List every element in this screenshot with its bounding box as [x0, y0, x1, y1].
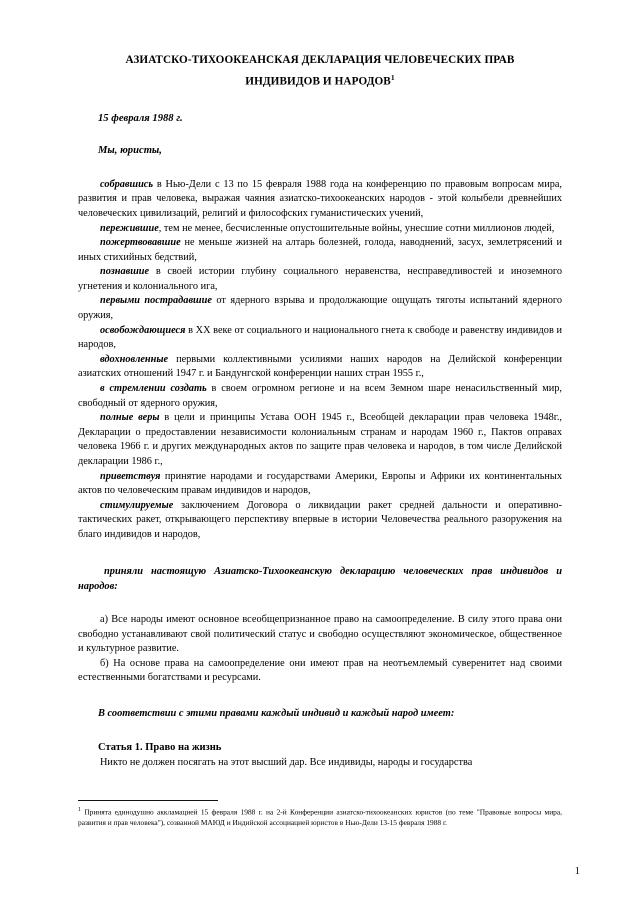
preamble-paragraph	[78, 222, 562, 237]
preamble-text: первыми коллективными усилиями наших народов на Делийской конференции азиатских отношений 1947 г. и Бандунгской конференции наших стран 1955 г.,	[78, 353, 562, 380]
preamble-text: в своем огромном регионе и на всем Земном шаре ненасильственный мир, свободный от ядерного оружия,	[78, 383, 562, 409]
footnote-separator	[78, 800, 218, 801]
preamble-text: , тем не менее, бесчисленные опустошительные войны, унесшие сотни миллионов людей,	[158, 222, 555, 234]
preamble-paragraph	[78, 353, 562, 382]
page-title	[78, 52, 562, 91]
preamble-text: в Нью-Дели с 13 по 15 февраля 1988 года на конференцию по правовым вопросам мира, развития и прав человека, выражая чаяния азиатско-тихоокеанских народов - этой колыбели древнейших человеческих цивилизаций, религий и философских гуманистических учений,	[78, 178, 562, 219]
preamble-lead: полные веры	[100, 412, 160, 424]
preamble-lead: освобождающиеся	[100, 324, 186, 336]
preamble-lead: первыми пострадавшие	[100, 295, 212, 307]
preamble-paragraph	[78, 499, 562, 543]
page-title-line-2: ИНДИВИДОВ И НАРОДОВ	[245, 75, 391, 88]
preamble-lead: стимулируемые	[100, 499, 174, 511]
preamble-lead: познавшие	[100, 266, 150, 278]
accordance-heading: В соответствии с этими правами каждый индивид и каждый народ имеет:	[98, 707, 455, 719]
footnote-1	[78, 805, 562, 828]
preamble-text: не меньше жизней на алтарь болезней, голода, наводнений, засух, землетрясений и иных стихийных бедствий,	[78, 237, 562, 263]
preamble-lead: пережившие	[100, 222, 159, 234]
preamble-paragraph	[78, 324, 562, 353]
preamble-lead: вдохновленные	[100, 353, 169, 365]
document-salutation: Мы, юристы,	[98, 144, 162, 156]
title-footnote-reference: 1	[390, 73, 395, 82]
preamble-text: в цели и принципы Устава ООН 1945 г., Всеобщей декларации прав человека 1948г., Декларации о предоставлении независимости колониальным странам и народам 1960 г., Пактов оправах человека 1966 г. и других международных актов по защите прав человека и народов, в том числе Делийской декларации 1986 г.,	[78, 412, 563, 468]
article-1-heading: Статья 1. Право на жизнь	[98, 741, 222, 753]
preamble-text: в XX веке от социального и национального гнета к свободе и равенству индивидов и народов,	[78, 324, 562, 351]
preamble-paragraph	[78, 382, 562, 411]
preamble-text: в своей истории глубину социального неравенства, несправедливостей и иноземного угнетения и колониального ига,	[78, 266, 562, 292]
footnote-section	[78, 800, 562, 828]
preamble-paragraph	[78, 265, 562, 294]
preamble-text: принятие народами и государствами Америки, Европы и Африки их континентальных актов по человеческим правам индивидов и народов,	[78, 470, 562, 497]
preamble-lead: пожертвовавшие	[100, 237, 181, 249]
preamble-paragraph	[78, 411, 562, 469]
preamble-lead: приветствуя	[100, 470, 161, 482]
preamble-lead: в стремлении создать	[100, 383, 207, 395]
preamble-lead: собравшись	[100, 178, 154, 190]
preamble-paragraph	[78, 470, 562, 499]
page-number: 1	[574, 866, 580, 877]
resolution-statement: приняли настоящую Азиатско-Тихоокеанскую декларацию человеческих прав индивидов и народов:	[78, 565, 562, 592]
document-body	[78, 52, 562, 770]
clause-a: а) Все народы имеют основное всеобщепризнанное право на самоопределение. В силу этого права они свободно устанавливают свой политический статус и свободно осуществляют экономическое, общественное и культурное развитие.	[78, 613, 562, 655]
article-1-body: Никто не должен посягать на этот высший дар. Все индивиды, народы и государства	[100, 756, 473, 768]
document-date: 15 февраля 1988 г.	[98, 112, 183, 124]
page-title-line-1: АЗИАТСКО-ТИХООКЕАНСКАЯ ДЕКЛАРАЦИЯ ЧЕЛОВЕЧЕСКИХ ПРАВ	[125, 54, 515, 66]
clause-b: б) На основе права на самоопределение они имеют прав на неотъемлемый суверенитет над своими естественными богатствами и ресурсами.	[78, 657, 562, 684]
preamble-text: от ядерного взрыва и продолжающие ощущать тяготы испытаний ядерного оружия,	[78, 295, 562, 322]
footnote-body: Принята единодушно аккламацией 15 февраля 1988 г. на 2-й Конференции азиатско-тихоокеанских юристов (по теме "Правовые вопросы мира, развития и прав человека"), созванной МАЮД и Индийской ассоциацией юристов в Нью-Дели 13-15 февраля 1988 г.	[78, 807, 562, 827]
preamble-paragraph	[78, 158, 562, 222]
preamble-paragraph	[78, 236, 562, 265]
footnote-number: 1	[78, 807, 81, 813]
preamble-text: заключением Договора о ликвидации ракет средней дальности и оперативно-тактических ракет, открывающего перспективу впервые в истории Человечества реального разоружения на благо индивидов и народов,	[78, 499, 562, 540]
preamble-paragraph	[78, 294, 562, 323]
